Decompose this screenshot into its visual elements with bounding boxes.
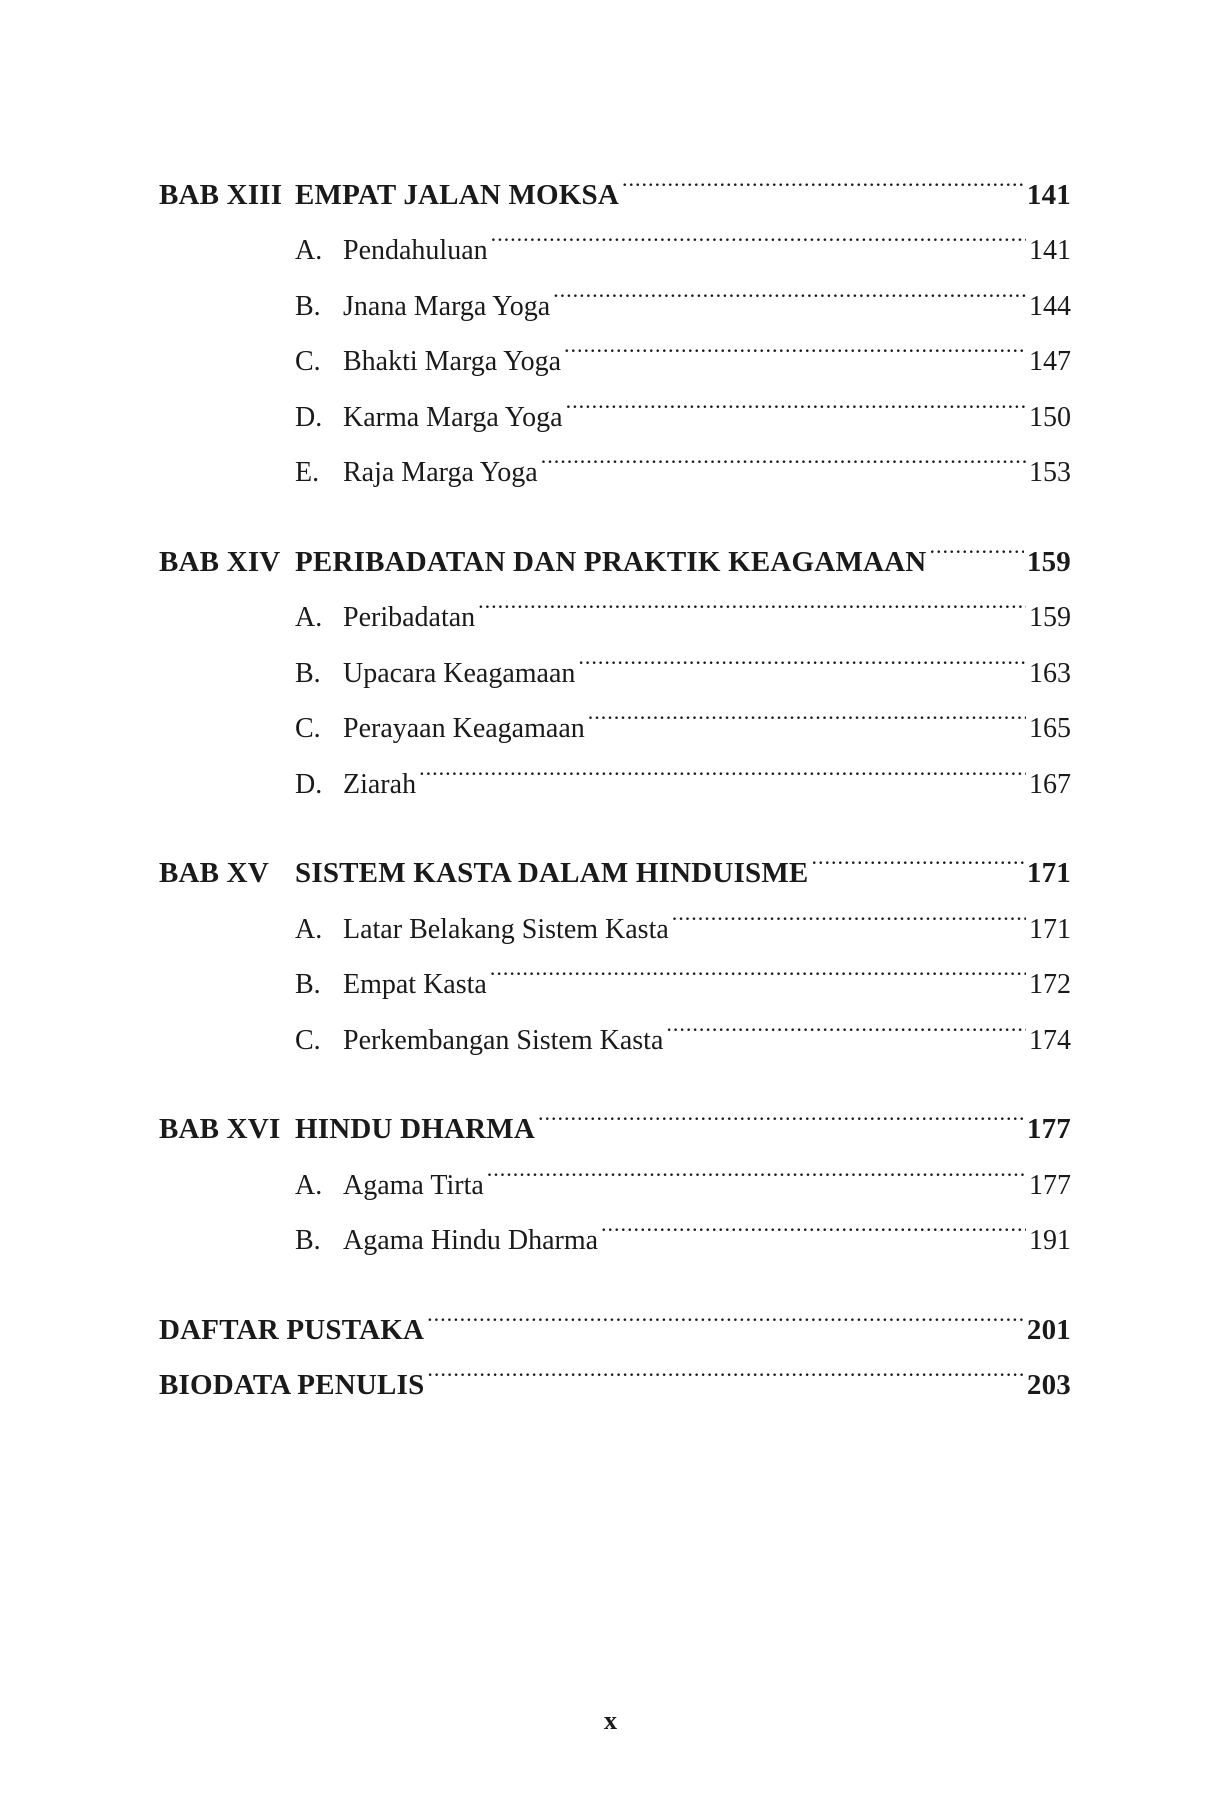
section-title: Pendahuluan xyxy=(343,235,488,266)
section-letter: C. xyxy=(295,1024,321,1056)
dot-leader xyxy=(666,993,1026,1049)
section-title: Latar Belakang Sistem Kasta xyxy=(343,913,669,945)
section-title: Empat Kasta xyxy=(343,969,487,1000)
chapter-entry[interactable] xyxy=(159,1083,1071,1145)
section-title: Agama Hindu Dharma xyxy=(343,1225,599,1256)
chapter-title: HINDU DHARMA xyxy=(295,1113,536,1145)
page-folio: x xyxy=(604,1706,617,1735)
page-number: 150 xyxy=(1029,401,1071,433)
page-number: 163 xyxy=(1029,657,1071,689)
page-number: 153 xyxy=(1029,457,1071,488)
back-matter-entry[interactable] xyxy=(159,1283,1071,1346)
page-number: 203 xyxy=(1026,1369,1071,1401)
dot-leader xyxy=(491,204,1026,260)
chapter-number: BAB XV xyxy=(159,857,269,889)
dot-leader xyxy=(553,259,1026,315)
section-letter: B. xyxy=(295,290,321,322)
chapter-block xyxy=(159,148,1071,488)
chapter-number: BAB XIII xyxy=(159,178,283,211)
chapter-entry[interactable] xyxy=(159,148,1071,211)
dot-leader xyxy=(588,682,1026,738)
back-matter xyxy=(159,1283,1071,1401)
page-number: 171 xyxy=(1029,913,1071,945)
dot-leader xyxy=(622,148,1024,204)
chapter-block xyxy=(159,827,1071,1056)
section-title: Peribadatan xyxy=(343,602,476,633)
chapter-entry[interactable] xyxy=(159,827,1071,889)
dot-leader xyxy=(564,315,1026,371)
chapter-entry[interactable] xyxy=(159,515,1071,578)
section-letter: B. xyxy=(295,1225,321,1256)
dot-leader xyxy=(541,426,1026,482)
section-title: Bhakti Marga Yoga xyxy=(343,346,562,377)
section-letter: C. xyxy=(295,713,321,744)
section-letter: A. xyxy=(295,1169,323,1201)
dot-leader xyxy=(601,1194,1026,1250)
section-letter: D. xyxy=(295,768,323,800)
dot-leader xyxy=(427,1283,1024,1339)
section-title: Ziarah xyxy=(343,768,417,800)
section-letter: A. xyxy=(295,235,323,266)
page-number: 144 xyxy=(1029,290,1071,322)
chapter-title: SISTEM KASTA DALAM HINDUISME xyxy=(295,857,809,889)
back-matter-title: BIODATA PENULIS xyxy=(159,1369,425,1401)
section-letter: B. xyxy=(295,657,321,689)
section-letter: A. xyxy=(295,913,323,945)
dot-leader xyxy=(929,515,1023,571)
dot-leader xyxy=(478,571,1026,627)
section-title: Agama Tirta xyxy=(343,1169,484,1201)
section-letter: D. xyxy=(295,401,323,433)
section-letter: E. xyxy=(295,457,320,488)
page-number: 159 xyxy=(1026,545,1071,578)
dot-leader xyxy=(578,626,1026,682)
page-number: 172 xyxy=(1029,969,1071,1000)
page-number: 174 xyxy=(1029,1024,1071,1056)
chapter-number: BAB XVI xyxy=(159,1113,281,1145)
page-number: 141 xyxy=(1029,235,1071,266)
page-number: 171 xyxy=(1026,857,1071,889)
section-letter: B. xyxy=(295,969,321,1000)
section-title: Perkembangan Sistem Kasta xyxy=(343,1024,664,1056)
section-title: Upacara Keagamaan xyxy=(343,657,576,689)
page-number: 159 xyxy=(1029,602,1071,633)
chapter-block xyxy=(159,1083,1071,1256)
dot-leader xyxy=(566,370,1026,426)
dot-leader xyxy=(538,1083,1024,1139)
section-title: Jnana Marga Yoga xyxy=(343,290,551,322)
page-number: 201 xyxy=(1026,1313,1071,1346)
page-number: 177 xyxy=(1026,1113,1071,1145)
chapter-block xyxy=(159,515,1071,800)
dot-leader xyxy=(672,882,1026,938)
section-title: Perayaan Keagamaan xyxy=(343,713,585,744)
dot-leader xyxy=(427,1339,1023,1395)
page-number: 165 xyxy=(1029,713,1071,744)
page-number: 147 xyxy=(1029,346,1071,377)
chapter-title: EMPAT JALAN MOKSA xyxy=(295,178,620,211)
section-title: Karma Marga Yoga xyxy=(343,401,563,433)
dot-leader xyxy=(490,938,1026,994)
chapter-number: BAB XIV xyxy=(159,545,281,578)
page-number: 177 xyxy=(1029,1169,1071,1201)
section-letter: C. xyxy=(295,346,321,377)
section-title: Raja Marga Yoga xyxy=(343,457,538,488)
chapter-title: PERIBADATAN DAN PRAKTIK KEAGAMAAN xyxy=(295,545,927,578)
back-matter-title: DAFTAR PUSTAKA xyxy=(159,1313,425,1346)
dot-leader xyxy=(419,737,1026,793)
page-number: 191 xyxy=(1029,1225,1071,1256)
dot-leader xyxy=(487,1138,1026,1194)
table-of-contents xyxy=(159,148,1071,1401)
section-letter: A. xyxy=(295,602,323,633)
dot-leader xyxy=(811,827,1023,883)
page-number: 167 xyxy=(1029,768,1071,800)
page-number: 141 xyxy=(1026,178,1071,211)
